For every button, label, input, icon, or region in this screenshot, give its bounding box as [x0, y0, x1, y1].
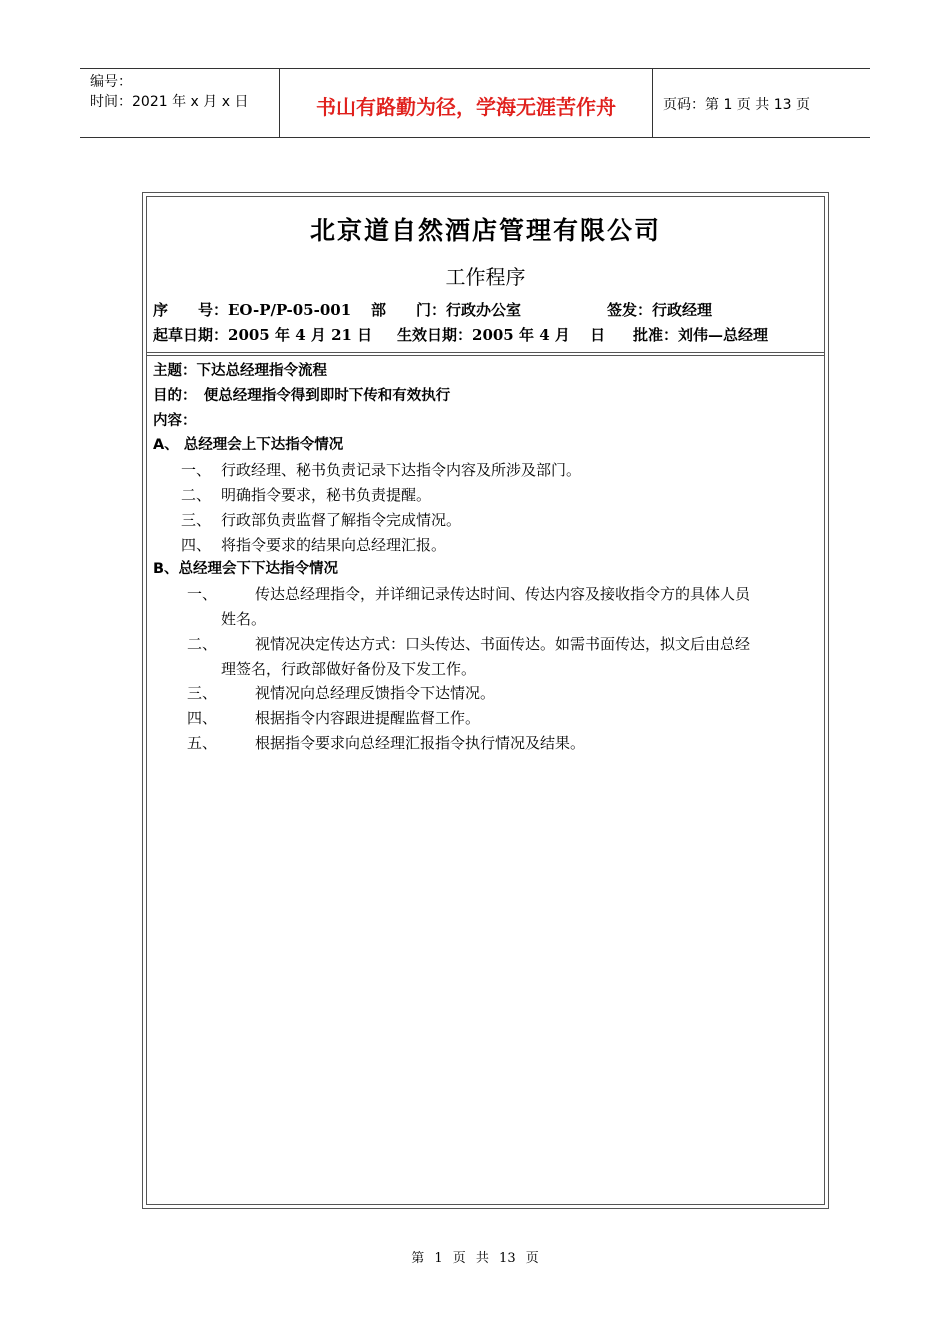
list-item [153, 706, 818, 731]
list-item [153, 632, 818, 682]
item-text: 视情况决定传达方式：口头传达、书面传达。如需书面传达，拟文后由总经 [255, 634, 751, 653]
list-item [153, 483, 818, 508]
page-header [80, 68, 870, 138]
item-text: 行政部负责监督了解指令完成情况。 [221, 510, 462, 529]
item-text: 将指令要求的结果向总经理汇报。 [221, 535, 447, 554]
effective-date: 生效日期：2005 年 4 月 日 [397, 326, 606, 344]
list-item [153, 681, 818, 706]
item-text-continued: 理签名，行政部做好备份及下发工作。 [221, 659, 477, 678]
approved-by: 批准：刘伟—总经理 [633, 326, 769, 344]
issued-by: 签发：行政经理 [607, 301, 713, 319]
item-text: 视情况向总经理反馈指令下达情况。 [255, 684, 496, 703]
list-item [153, 533, 818, 558]
item-number: 四、 [181, 535, 212, 554]
divider [147, 355, 824, 356]
purpose-line: 目的： 便总经理指令得到即时下传和有效执行 [153, 387, 451, 404]
item-number: 二、 [181, 485, 212, 504]
list-item [153, 731, 818, 756]
item-text: 行政经理、秘书负责记录下达指令内容及所涉及部门。 [221, 461, 582, 480]
document-type: 工作程序 [445, 265, 526, 289]
page-footer: 第 1 页 共 13 页 [411, 1251, 539, 1266]
document-inner-frame [146, 196, 825, 1205]
item-text: 根据指令要求向总经理汇报指令执行情况及结果。 [255, 733, 586, 752]
item-text: 传达总经理指令，并详细记录传达时间、传达内容及接收指令方的具体人员 [255, 585, 751, 604]
draft-date: 起草日期：2005 年 4 月 21 日 [153, 326, 373, 344]
time-label: 时间：2021 年 x 月 x 日 [90, 94, 249, 110]
header-motto: 书山有路勤为径，学海无涯苦作舟 [280, 69, 653, 137]
subject-line: 主题：下达总经理指令流程 [153, 363, 327, 379]
list-item [153, 582, 818, 632]
item-number: 一、 [187, 585, 218, 604]
number-label: 编号： [90, 74, 132, 90]
document-title-block [147, 197, 824, 353]
item-number: 三、 [187, 684, 218, 703]
item-text-continued: 姓名。 [221, 609, 267, 628]
content-label: 内容： [153, 412, 197, 429]
item-number: 四、 [187, 709, 218, 728]
document-frame [142, 192, 829, 1209]
item-number: 三、 [181, 510, 212, 529]
list-item [153, 458, 818, 483]
header-page-info: 页码：第 1 页 共 13 页 [663, 97, 810, 113]
serial-number: 序 号：EO-P/P-05-001 [153, 301, 352, 319]
header-info [80, 69, 280, 137]
company-name: 北京道自然酒店管理有限公司 [309, 216, 661, 245]
item-number: 五、 [187, 733, 218, 752]
document-content [153, 359, 818, 756]
list-item [153, 508, 818, 533]
item-number: 一、 [181, 461, 212, 480]
section-b-title: B、总经理会下下达指令情况 [153, 561, 339, 578]
section-a-title: A、 总经理会上下达指令情况 [153, 437, 344, 454]
item-number: 二、 [187, 634, 218, 653]
item-text: 根据指令内容跟进提醒监督工作。 [255, 709, 481, 728]
department: 部 门：行政办公室 [371, 301, 522, 319]
item-text: 明确指令要求，秘书负责提醒。 [221, 485, 432, 504]
